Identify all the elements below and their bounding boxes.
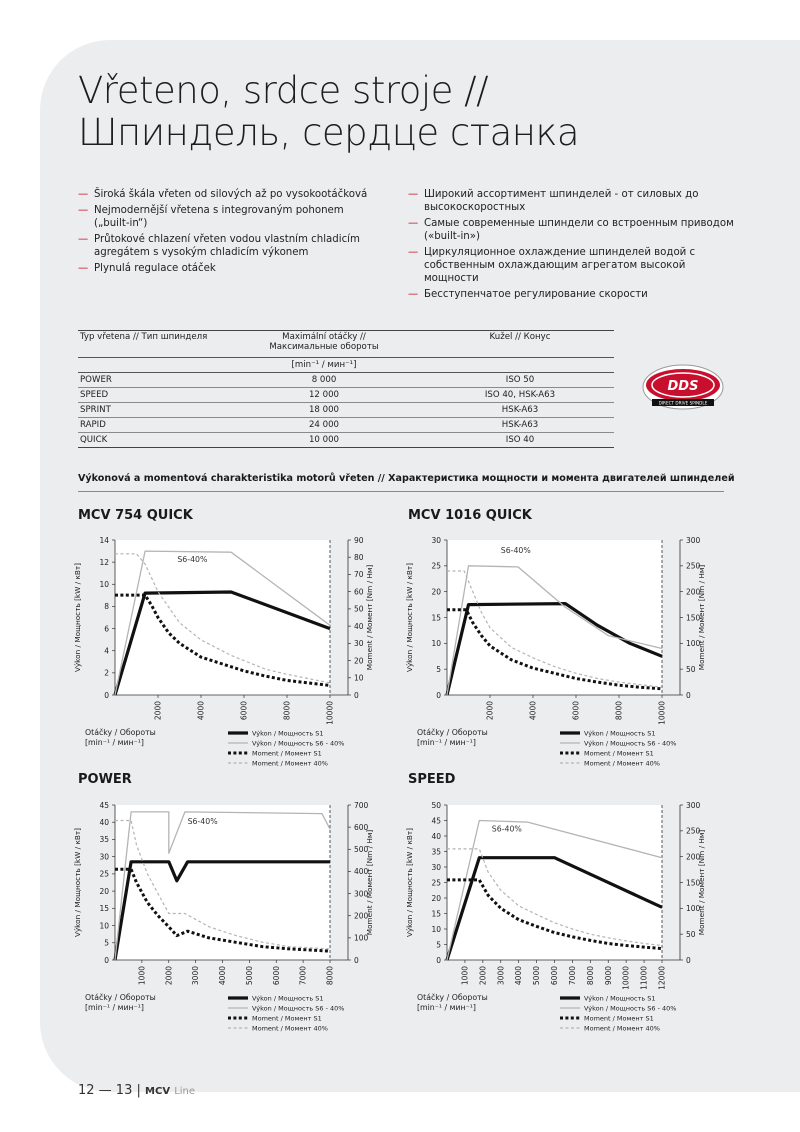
x-tick-label: 10000 xyxy=(325,701,335,725)
y-tick-label: 4 xyxy=(104,646,109,656)
y-tick-label: 5 xyxy=(436,940,441,950)
legend-label: Výkon / Мощность S6 - 40% xyxy=(584,739,677,748)
chart-mcv754 xyxy=(60,530,400,770)
header-rpm-cz: Maximální otáčky // xyxy=(282,332,366,342)
bullet-list-ru xyxy=(408,188,738,304)
x-tick-label: 1000 xyxy=(137,966,147,986)
y2-tick-label: 100 xyxy=(686,639,701,649)
y-tick-label: 15 xyxy=(431,909,441,919)
x-tick-label: 2000 xyxy=(485,701,495,721)
chart-title: POWER xyxy=(78,772,132,787)
cell-cone: HSK-A63 xyxy=(426,403,614,418)
x-tick-label: 8000 xyxy=(614,701,624,721)
x-tick-label: 7000 xyxy=(567,966,577,986)
x-tick-label: 8000 xyxy=(325,966,335,986)
legend-label: Výkon / Мощность S1 xyxy=(252,994,324,1003)
spindle-spec-table xyxy=(78,330,614,448)
y-tick-label: 45 xyxy=(99,800,109,810)
chart-power xyxy=(60,795,400,1035)
x-axis-unit: [min⁻¹ / мин⁻¹] xyxy=(417,1003,476,1012)
y2-tick-label: 200 xyxy=(686,852,701,862)
page-footer xyxy=(78,1083,195,1098)
cell-type: SPRINT xyxy=(78,403,222,418)
y-tick-label: 0 xyxy=(104,690,109,700)
y-tick-label: 12 xyxy=(99,557,109,567)
plot-area xyxy=(115,805,330,960)
cell-cone: ISO 40 xyxy=(426,433,614,448)
y2-axis-label: Moment / Момент [Nm / Нм] xyxy=(697,564,706,671)
y2-tick-label: 0 xyxy=(686,955,691,965)
units-cell: [min⁻¹ / мин⁻¹] xyxy=(222,358,426,373)
y-tick-label: 5 xyxy=(436,664,441,674)
x-tick-label: 8000 xyxy=(282,701,292,721)
y2-tick-label: 60 xyxy=(354,587,364,597)
section-divider xyxy=(78,491,724,492)
y2-tick-label: 50 xyxy=(354,604,364,614)
y-tick-label: 40 xyxy=(99,818,109,828)
x-axis-unit: [min⁻¹ / мин⁻¹] xyxy=(85,1003,144,1012)
bullet-list-cz xyxy=(78,188,378,278)
legend-label: Výkon / Мощность S6 - 40% xyxy=(584,1004,677,1013)
x-tick-label: 5000 xyxy=(244,966,254,986)
x-tick-label: 1000 xyxy=(460,966,470,986)
y-tick-label: 10 xyxy=(99,580,109,590)
header-type: Typ vřetena // Тип шпинделя xyxy=(78,331,222,358)
legend-label: Výkon / Мощность S6 - 40% xyxy=(252,739,345,748)
section-heading: Výkonová a momentová charakteristika motorů vřeten // Характеристика мощности и момента двигателей шпинделей xyxy=(78,473,735,484)
y-tick-label: 30 xyxy=(99,852,109,862)
x-axis-label: Otáčky / Обороты xyxy=(85,993,156,1002)
chart-annotation: S6-40% xyxy=(491,824,522,834)
footer-line: Line xyxy=(174,1086,196,1097)
x-tick-label: 11000 xyxy=(639,966,649,990)
y-tick-label: 10 xyxy=(431,639,441,649)
y-tick-label: 8 xyxy=(104,602,109,612)
y2-axis-label: Moment / Момент [Nm / Нм] xyxy=(365,564,374,671)
y2-tick-label: 500 xyxy=(354,845,369,855)
y-tick-label: 30 xyxy=(431,535,441,545)
x-axis-label: Otáčky / Обороты xyxy=(417,993,488,1002)
y-tick-label: 45 xyxy=(431,816,441,826)
x-tick-label: 4000 xyxy=(528,701,538,721)
bullet-item: — Plynulá regulace otáček xyxy=(78,262,378,275)
chart-title: MCV 754 QUICK xyxy=(78,508,193,523)
y-tick-label: 10 xyxy=(431,924,441,934)
cell-type: POWER xyxy=(78,373,222,388)
legend-label: Moment / Момент S1 xyxy=(252,749,322,758)
chart-title: MCV 1016 QUICK xyxy=(408,508,532,523)
y2-tick-label: 100 xyxy=(354,933,369,943)
chart-mcv1016 xyxy=(392,530,732,770)
y-axis-label: Výkon / Мощность [kW / кВт] xyxy=(405,828,414,937)
y2-tick-label: 300 xyxy=(686,535,701,545)
x-tick-label: 10000 xyxy=(621,966,631,990)
y2-tick-label: 600 xyxy=(354,822,369,832)
cell-cone: HSK-A63 xyxy=(426,418,614,433)
cell-cone: ISO 50 xyxy=(426,373,614,388)
x-tick-label: 3000 xyxy=(496,966,506,986)
x-tick-label: 4000 xyxy=(196,701,206,721)
table-row xyxy=(78,433,614,448)
header-cone: Kužel // Конус xyxy=(426,331,614,358)
y2-tick-label: 200 xyxy=(354,911,369,921)
y2-tick-label: 400 xyxy=(354,867,369,877)
y2-tick-label: 300 xyxy=(354,889,369,899)
y-tick-label: 40 xyxy=(431,831,441,841)
footer-separator: | xyxy=(136,1083,141,1098)
y-tick-label: 50 xyxy=(431,800,441,810)
title-line-cz: Vřeteno, srdce stroje // xyxy=(78,69,489,112)
cell-type: SPEED xyxy=(78,388,222,403)
bullet-item: — Бесступенчатое регулирование скорости xyxy=(408,288,738,301)
x-tick-label: 4000 xyxy=(218,966,227,986)
y-axis-label: Výkon / Мощность [kW / кВт] xyxy=(73,828,82,937)
y-tick-label: 35 xyxy=(431,847,441,857)
x-axis-unit: [min⁻¹ / мин⁻¹] xyxy=(85,738,144,747)
y2-axis-label: Moment / Момент [Nm / Нм] xyxy=(697,829,706,936)
cell-rpm: 10 000 xyxy=(222,433,426,448)
x-tick-label: 6000 xyxy=(239,701,249,721)
y2-tick-label: 200 xyxy=(686,587,701,597)
bullet-item: — Nejmodernější vřetena s integrovaným pohonem („built-in“) xyxy=(78,204,378,230)
y2-tick-label: 0 xyxy=(686,690,691,700)
y-tick-label: 2 xyxy=(104,668,109,678)
table-units-row xyxy=(78,358,614,373)
y-tick-label: 6 xyxy=(104,624,109,634)
legend-label: Moment / Момент S1 xyxy=(584,749,654,758)
chart-annotation: S6-40% xyxy=(187,816,218,826)
header-rpm xyxy=(222,331,426,358)
x-axis-label: Otáčky / Обороты xyxy=(417,728,488,737)
cell-rpm: 8 000 xyxy=(222,373,426,388)
x-tick-label: 5000 xyxy=(532,966,542,986)
x-tick-label: 3000 xyxy=(191,966,201,986)
x-tick-label: 6000 xyxy=(550,966,559,986)
y-tick-label: 0 xyxy=(436,690,441,700)
y-tick-label: 0 xyxy=(104,955,109,965)
y2-tick-label: 20 xyxy=(354,656,364,666)
legend-label: Výkon / Мощность S6 - 40% xyxy=(252,1004,345,1013)
y-tick-label: 20 xyxy=(431,587,441,597)
legend-label: Moment / Момент 40% xyxy=(584,759,660,768)
y2-tick-label: 0 xyxy=(354,955,359,965)
y2-tick-label: 700 xyxy=(354,800,369,810)
x-tick-label: 8000 xyxy=(585,966,595,986)
y-tick-label: 0 xyxy=(436,955,441,965)
cell-rpm: 12 000 xyxy=(222,388,426,403)
y2-tick-label: 0 xyxy=(354,690,359,700)
page-numbers: 12 — 13 xyxy=(78,1083,133,1098)
y2-tick-label: 30 xyxy=(354,639,364,649)
y2-tick-label: 10 xyxy=(354,673,364,683)
y-tick-label: 20 xyxy=(99,886,109,896)
y-tick-label: 10 xyxy=(99,921,109,931)
plot-area xyxy=(447,540,662,695)
y2-tick-label: 300 xyxy=(686,800,701,810)
logo-subtext: DIRECT DRIVE SPINDLE xyxy=(658,400,708,406)
legend-label: Moment / Момент 40% xyxy=(252,759,328,768)
legend-label: Moment / Момент S1 xyxy=(584,1014,654,1023)
x-tick-label: 9000 xyxy=(603,966,613,986)
x-tick-label: 2000 xyxy=(164,966,174,986)
x-axis-label: Otáčky / Обороты xyxy=(85,728,156,737)
x-tick-label: 7000 xyxy=(298,966,308,986)
cell-type: QUICK xyxy=(78,433,222,448)
x-tick-label: 2000 xyxy=(478,966,488,986)
y-tick-label: 5 xyxy=(104,938,109,948)
x-tick-label: 4000 xyxy=(514,966,524,986)
table-row xyxy=(78,418,614,433)
y2-tick-label: 150 xyxy=(686,878,701,888)
x-axis-unit: [min⁻¹ / мин⁻¹] xyxy=(417,738,476,747)
y-tick-label: 15 xyxy=(99,904,109,914)
y-tick-label: 14 xyxy=(99,535,109,545)
chart-annotation: S6-40% xyxy=(177,555,208,565)
table-row xyxy=(78,403,614,418)
bullet-item: — Циркуляционное охлаждение шпинделей водой с собственным охлаждающим агрегатом высокой мощности xyxy=(408,246,738,285)
y-tick-label: 25 xyxy=(431,561,441,571)
y-tick-label: 25 xyxy=(431,878,441,888)
legend-label: Moment / Момент 40% xyxy=(584,1024,660,1033)
dds-logo xyxy=(642,364,724,410)
x-tick-label: 12000 xyxy=(657,966,667,990)
x-tick-label: 6000 xyxy=(571,701,581,721)
legend-label: Moment / Момент 40% xyxy=(252,1024,328,1033)
header-rpm-ru: Максимальные обороты xyxy=(269,342,379,352)
legend-label: Výkon / Мощность S1 xyxy=(252,729,324,738)
y-tick-label: 15 xyxy=(431,613,441,623)
y2-tick-label: 90 xyxy=(354,535,364,545)
y-tick-label: 35 xyxy=(99,835,109,845)
x-tick-label: 6000 xyxy=(271,966,281,986)
bullet-item: — Самые современные шпиндели со встроенным приводом («built-in») xyxy=(408,217,738,243)
cell-rpm: 24 000 xyxy=(222,418,426,433)
y2-tick-label: 250 xyxy=(686,826,701,836)
legend-label: Výkon / Мощность S1 xyxy=(584,994,656,1003)
table-header-row xyxy=(78,331,614,358)
y-axis-label: Výkon / Мощность [kW / кВт] xyxy=(73,563,82,672)
footer-brand: MCV xyxy=(145,1086,171,1097)
y-tick-label: 25 xyxy=(99,869,109,879)
title-line-ru: Шпиндель, сердце станка xyxy=(78,111,580,154)
bullet-item: — Široká škála vřeten od silových až po vysokootáčková xyxy=(78,188,378,201)
y2-tick-label: 150 xyxy=(686,613,701,623)
bullet-item: — Широкий ассортимент шпинделей - от силовых до высокоскоростных xyxy=(408,188,738,214)
y-tick-label: 30 xyxy=(431,862,441,872)
chart-annotation: S6-40% xyxy=(500,545,531,555)
cell-type: RAPID xyxy=(78,418,222,433)
y2-tick-label: 70 xyxy=(354,570,364,580)
legend-label: Výkon / Мощность S1 xyxy=(584,729,656,738)
y-axis-label: Výkon / Мощность [kW / кВт] xyxy=(405,563,414,672)
bullet-item: — Průtokové chlazení vřeten vodou vlastním chladicím agregátem s vysokým chladicím výkonem xyxy=(78,233,378,259)
y2-tick-label: 50 xyxy=(686,929,696,939)
y2-tick-label: 100 xyxy=(686,904,701,914)
legend-label: Moment / Момент S1 xyxy=(252,1014,322,1023)
y2-tick-label: 50 xyxy=(686,664,696,674)
logo-text: DDS xyxy=(667,379,699,394)
y-tick-label: 20 xyxy=(431,893,441,903)
cell-rpm: 18 000 xyxy=(222,403,426,418)
cell-cone: ISO 40, HSK-A63 xyxy=(426,388,614,403)
chart-speed xyxy=(392,795,732,1035)
y2-tick-label: 80 xyxy=(354,553,364,563)
page-title xyxy=(78,70,579,154)
y2-tick-label: 250 xyxy=(686,561,701,571)
x-tick-label: 2000 xyxy=(153,701,163,721)
y2-tick-label: 40 xyxy=(354,621,364,631)
chart-title: SPEED xyxy=(408,772,456,787)
table-row xyxy=(78,388,614,403)
x-tick-label: 10000 xyxy=(657,701,667,725)
table-row xyxy=(78,373,614,388)
y2-axis-label: Moment / Момент [Nm / Нм] xyxy=(365,829,374,936)
